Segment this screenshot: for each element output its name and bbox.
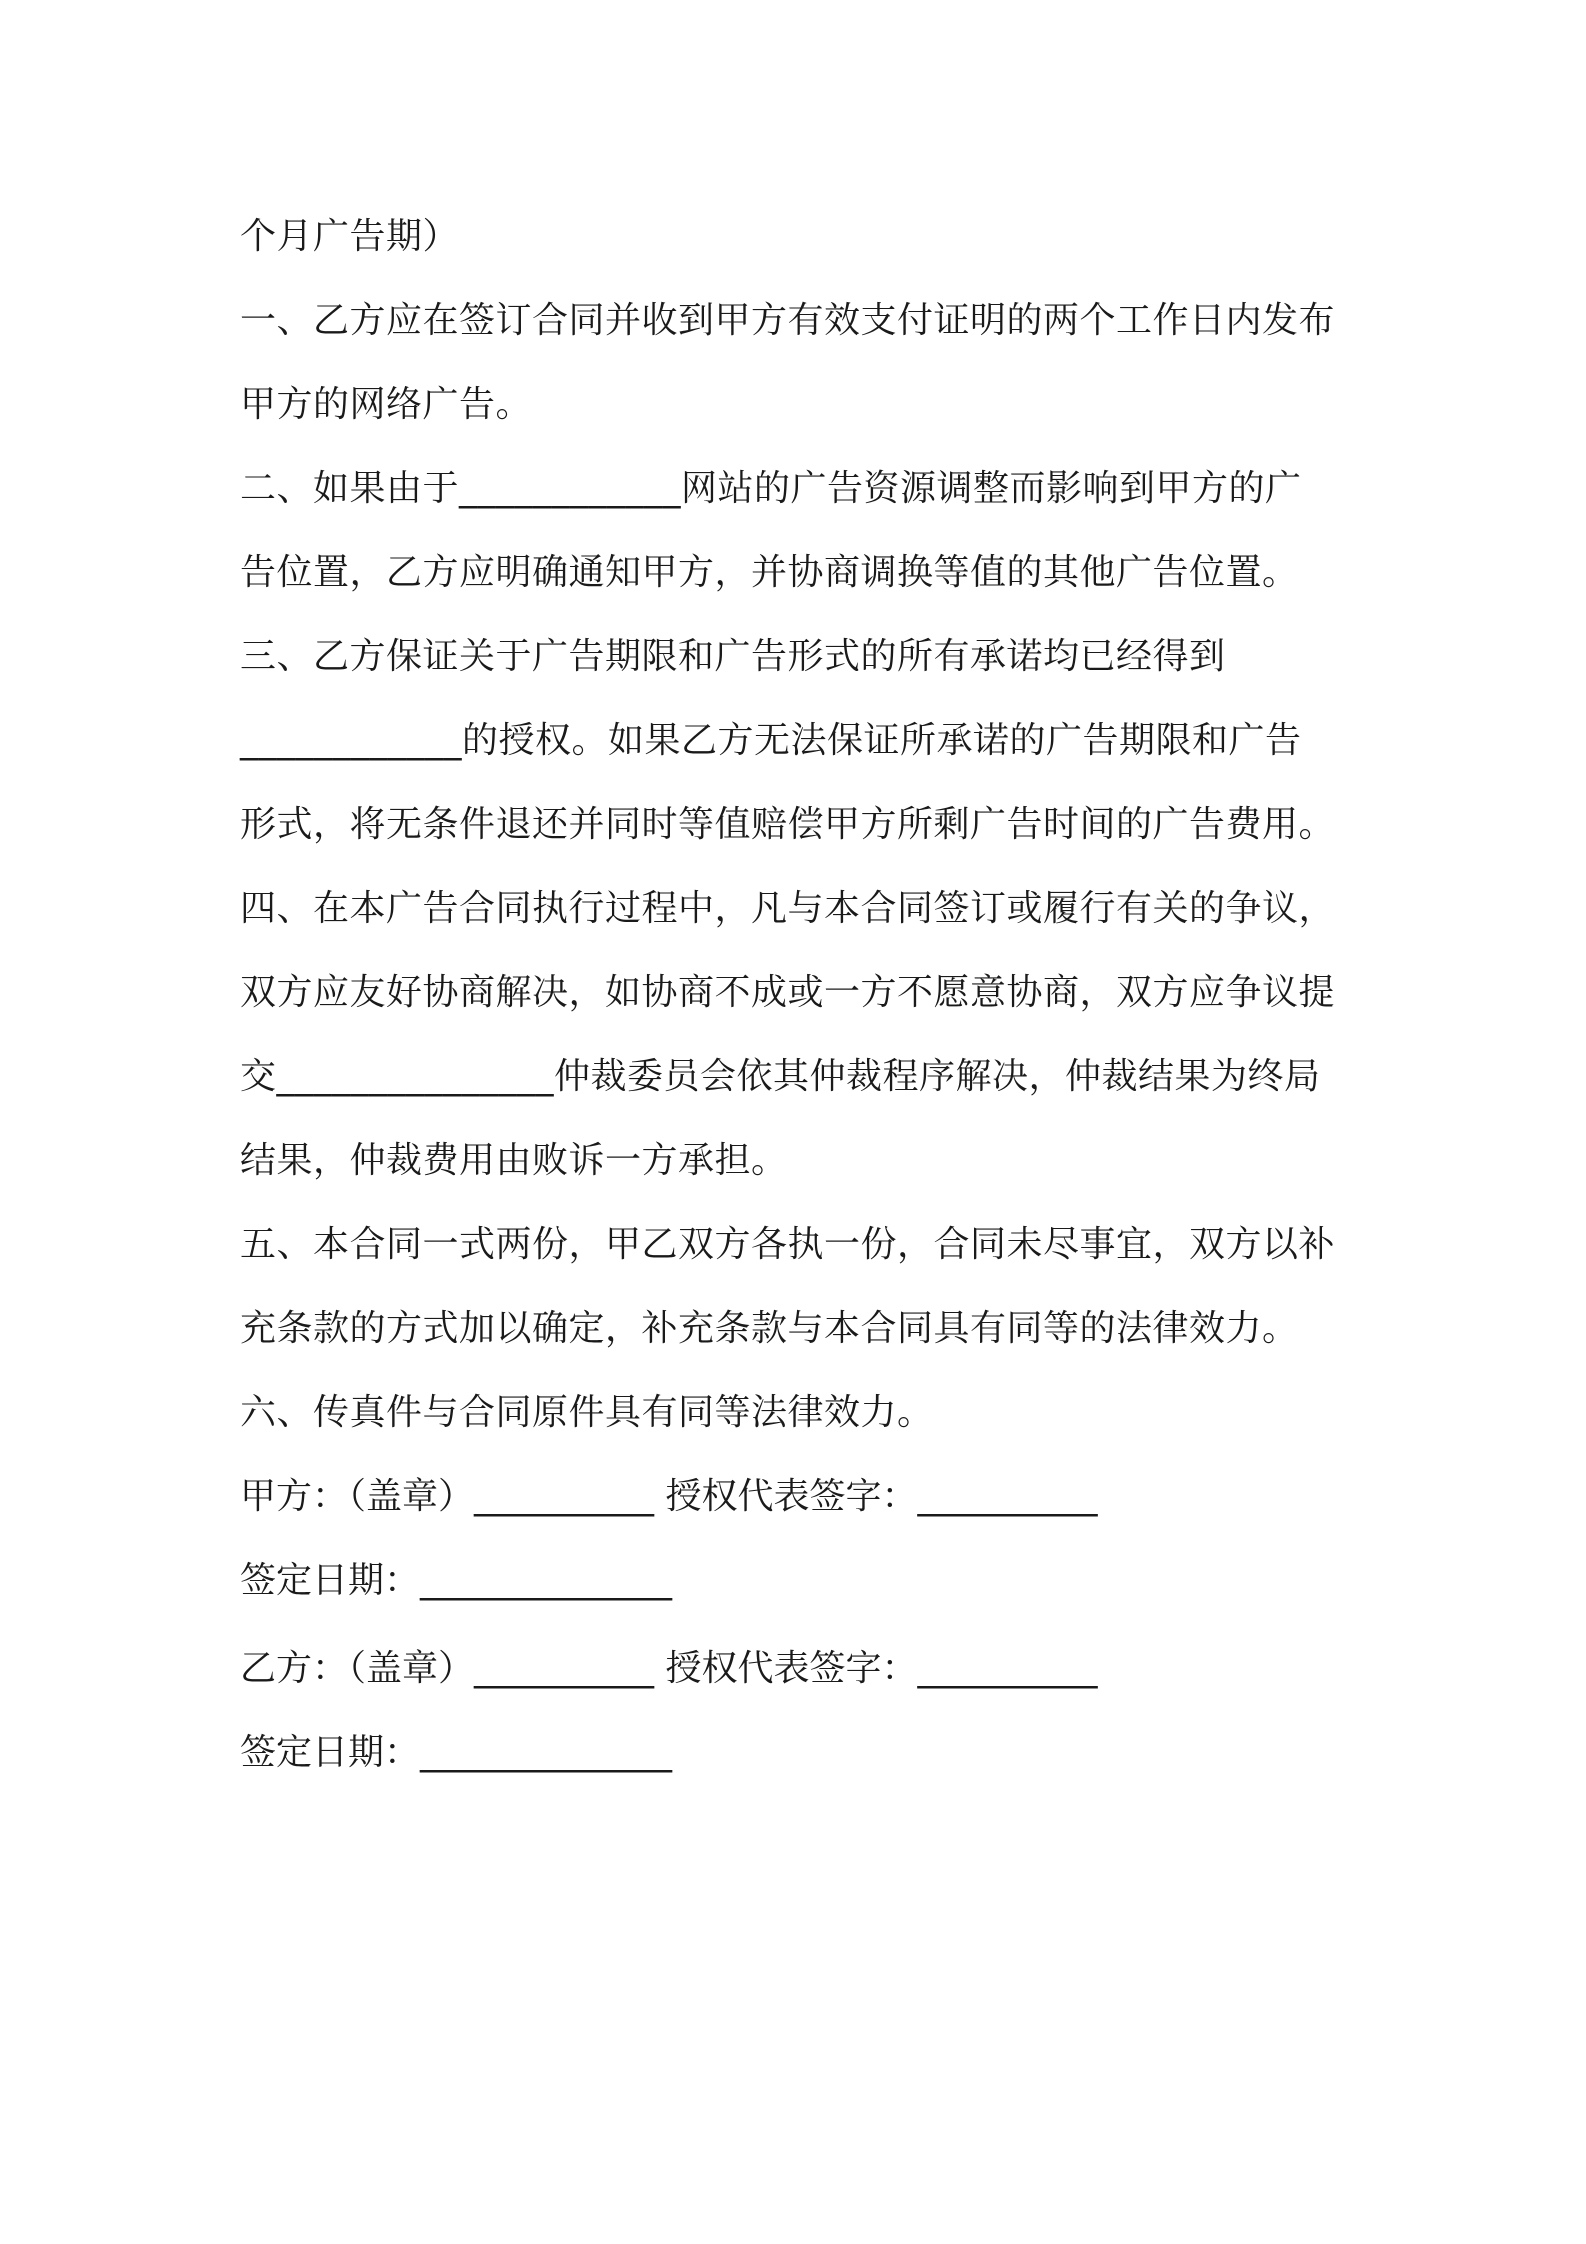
clause-3-line-3: 形式，将无条件退还并同时等值赔偿甲方所剩广告时间的广告费用。	[240, 804, 1336, 845]
clause-6-line-1: 六、传真件与合同原件具有同等法律效力。	[240, 1392, 934, 1433]
party-a-date-line: 签定日期：______________	[240, 1560, 673, 1601]
clause-4-line-3: 交_______________仲裁委员会依其仲裁程序解决，仲裁结果为终局	[240, 1056, 1321, 1097]
clause-4-line-1: 四、在本广告合同执行过程中，凡与本合同签订或履行有关的争议，	[240, 888, 1336, 929]
contract-page	[240, 195, 1360, 1795]
party-b-date-line: 签定日期：______________	[240, 1732, 673, 1773]
line-1: 个月广告期）	[240, 216, 460, 257]
clause-4-line-2: 双方应友好协商解决，如协商不成或一方不愿意协商，双方应争议提	[240, 972, 1336, 1013]
party-a-signature-line: 甲方：（盖章）__________ 授权代表签字：__________	[240, 1476, 1098, 1517]
clause-5-line-1: 五、本合同一式两份，甲乙双方各执一份，合同未尽事宜，双方以补	[240, 1224, 1336, 1265]
clause-4-line-4: 结果，仲裁费用由败诉一方承担。	[240, 1140, 788, 1181]
clause-3-line-1: 三、乙方保证关于广告期限和广告形式的所有承诺均已经得到	[240, 636, 1226, 677]
clause-2-line-2: 告位置，乙方应明确通知甲方，并协商调换等值的其他广告位置。	[240, 552, 1299, 593]
clause-5-line-2: 充条款的方式加以确定，补充条款与本合同具有同等的法律效力。	[240, 1308, 1299, 1349]
clause-1-line-1: 一、乙方应在签订合同并收到甲方有效支付证明的两个工作日内发布	[240, 300, 1336, 341]
clause-1-line-2: 甲方的网络广告。	[240, 384, 533, 425]
clause-2-line-1: 二、如果由于____________网站的广告资源调整而影响到甲方的广	[240, 468, 1302, 509]
party-b-signature-line: 乙方：（盖章）__________ 授权代表签字：__________	[240, 1648, 1098, 1689]
clause-3-line-2: ____________的授权。如果乙方无法保证所承诺的广告期限和广告	[240, 720, 1302, 761]
